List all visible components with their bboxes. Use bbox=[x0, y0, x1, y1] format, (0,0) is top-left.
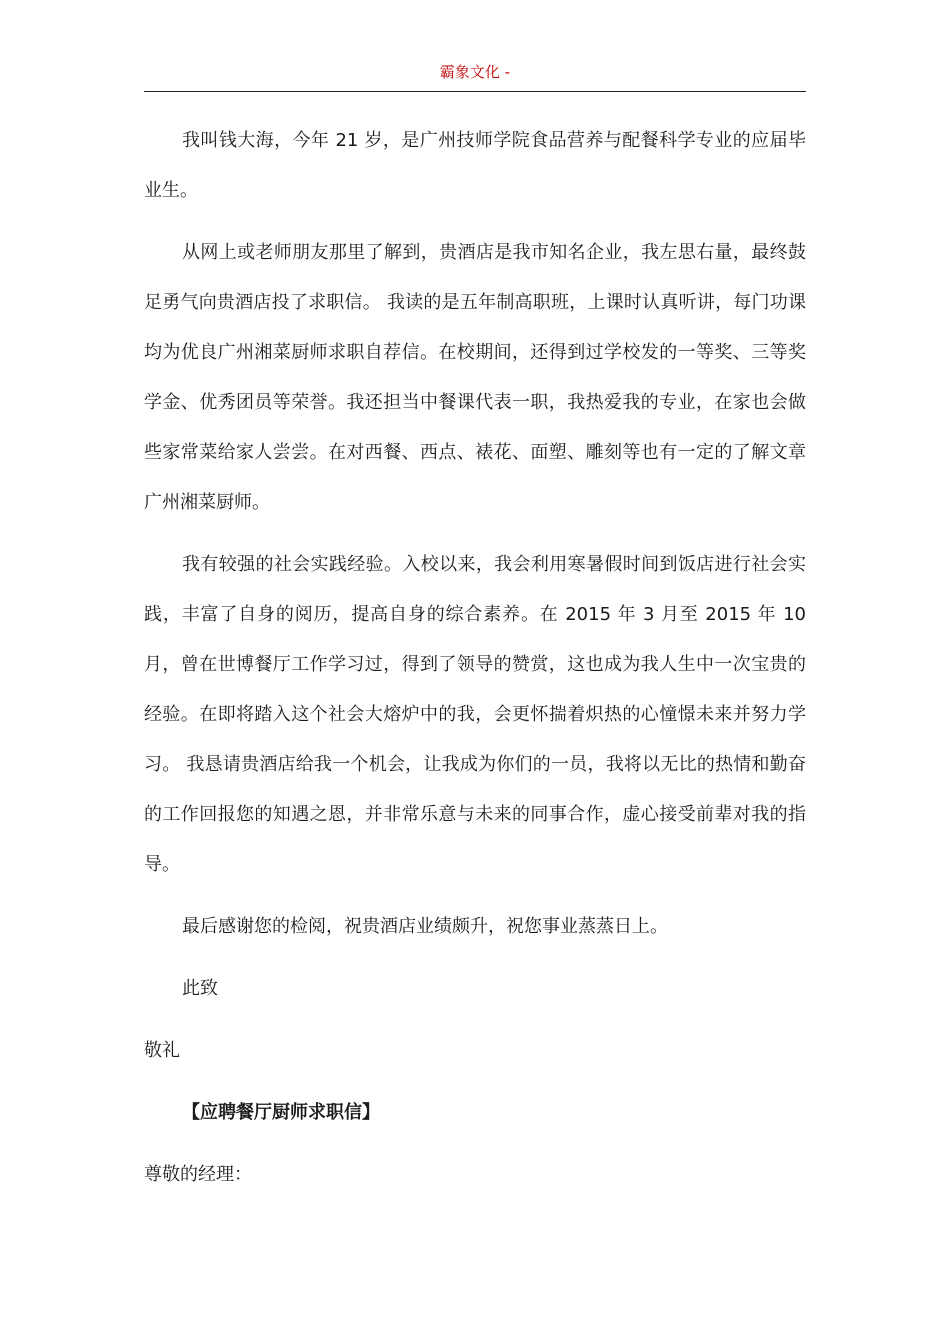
page-header bbox=[144, 62, 806, 92]
salutation: 尊敬的经理： bbox=[144, 1164, 252, 1185]
paragraph-regards: 此致 bbox=[182, 978, 218, 999]
paragraph-education: 从网上或老师朋友那里了解到，贵酒店是我市知名企业，我左思右量，最终鼓足勇气向贵酒店投了求职信。 我读的是五年制高职班，上课时认真听讲，每门功课均为优良广州湘菜厨师求职自荐信。在校期间，还得到过学校发的一等奖、三等奖学金、优秀团员等荣誉。我还担当中餐课代表一职，我热爱我的专业，在家也会做些家常菜给家人尝尝。在对西餐、西点、裱花、面塑、雕刻等也有一定的了解文章广州湘菜厨师。 bbox=[144, 242, 806, 513]
paragraph-experience: 我有较强的社会实践经验。入校以来，我会利用寒暑假时间到饭店进行社会实践，丰富了自身的阅历，提高自身的综合素养。在 2015 年 3 月至 2015 年 10 月，曾在世博餐厅工作学习过，得到了领导的赞赏，这也成为我人生中一次宝贵的经验。在即将踏入这个社会大熔炉中的我，会更怀揣着炽热的心憧憬未来并努力学习。 我恳请贵酒店给我一个机会，让我成为你们的一员，我将以无比的热情和勤奋的工作回报您的知遇之恩，并非常乐意与未来的同事合作，虚心接受前辈对我的指导。 bbox=[144, 554, 806, 875]
closing-salute: 敬礼 bbox=[144, 1040, 180, 1061]
section-title: 【应聘餐厅厨师求职信】 bbox=[182, 1102, 380, 1123]
paragraph-introduction: 我叫钱大海，今年 21 岁，是广州技师学院食品营养与配餐科学专业的应届毕业生。 bbox=[144, 130, 806, 201]
document-body bbox=[144, 116, 806, 1212]
header-title: 霸象文化 - bbox=[439, 63, 511, 81]
paragraph-thanks: 最后感谢您的检阅，祝贵酒店业绩颇升，祝您事业蒸蒸日上。 bbox=[182, 916, 668, 937]
